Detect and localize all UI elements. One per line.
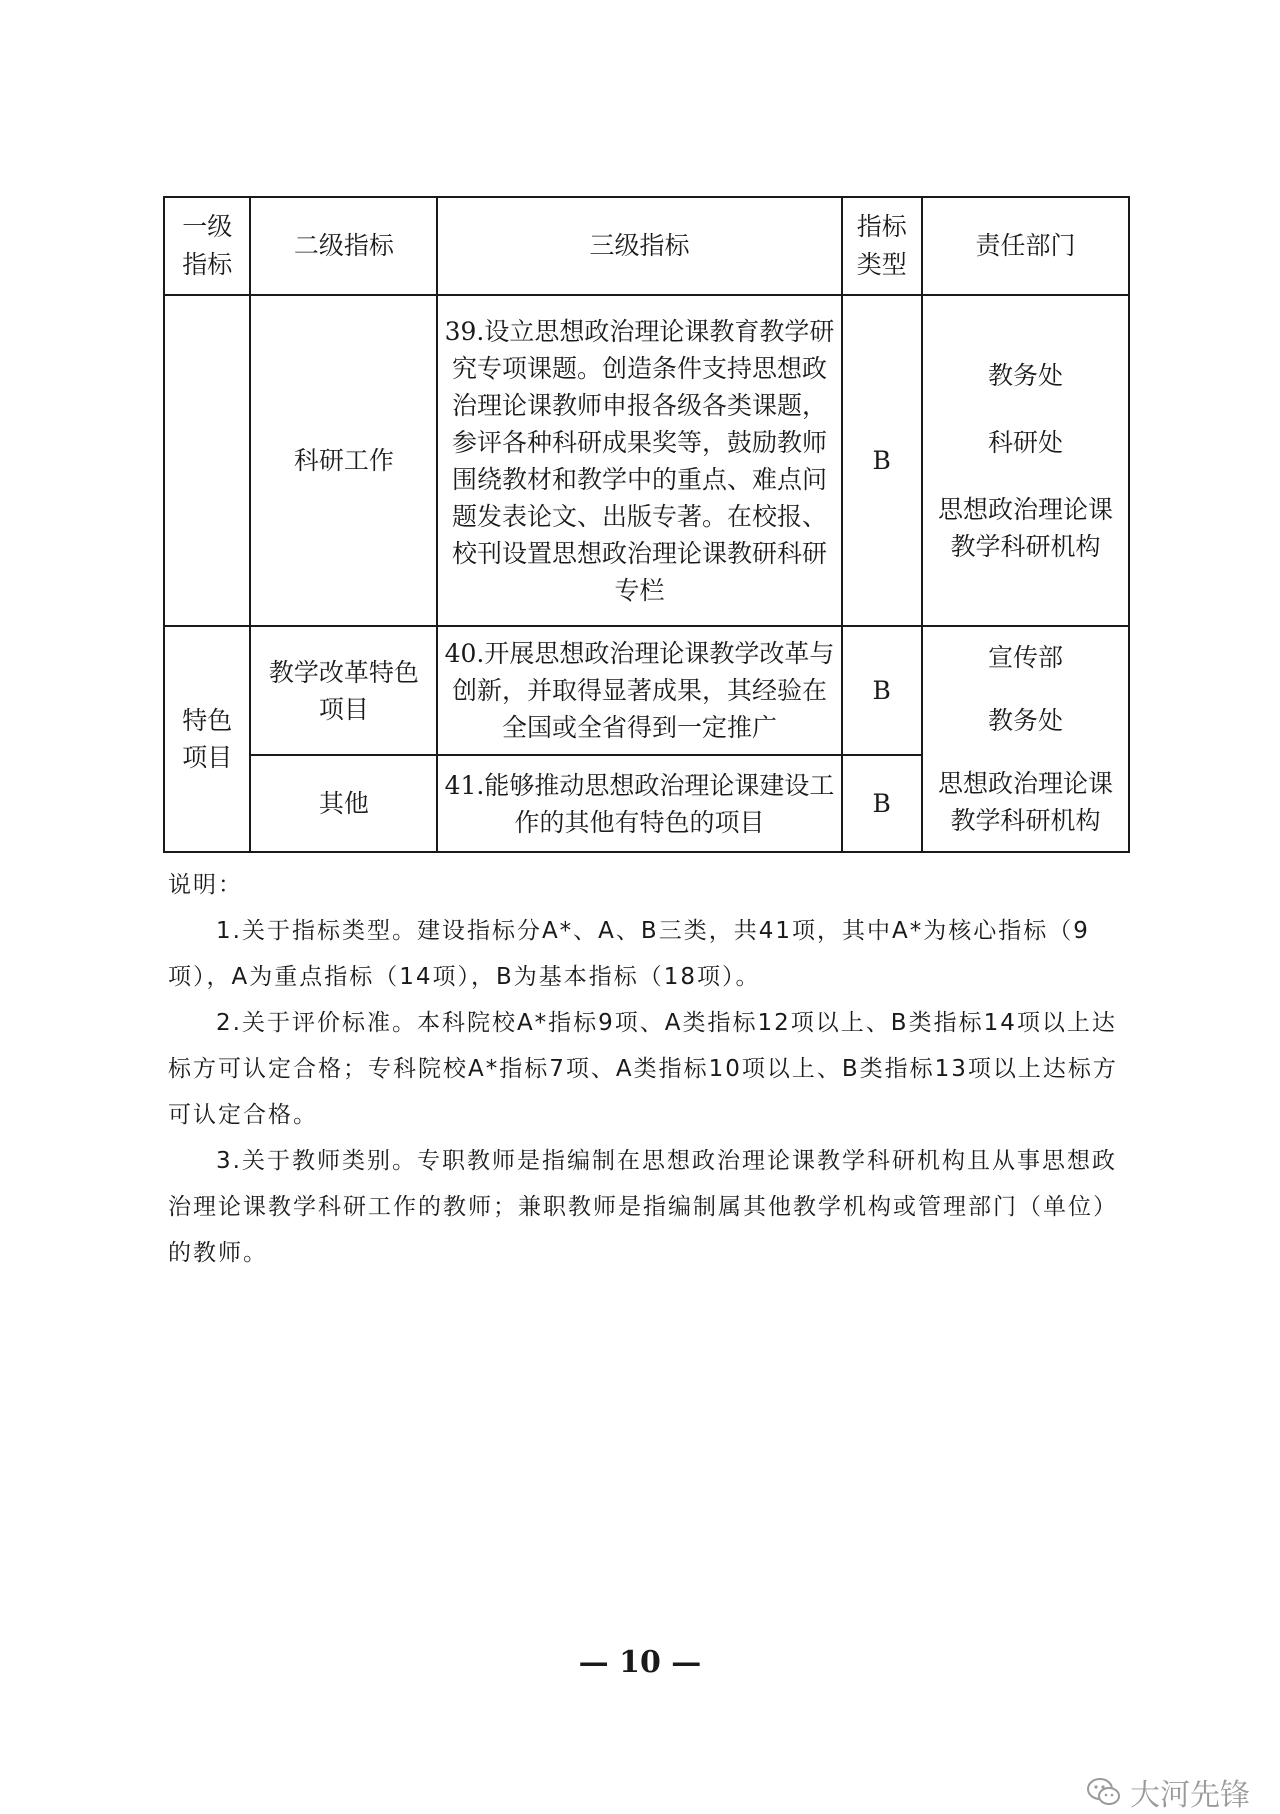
dept-item: 思想政治理论课 教学科研机构 [937, 494, 1113, 561]
table-row [164, 295, 1129, 626]
header-dept: 责任部门 [922, 197, 1129, 295]
header-level1: 一级 指标 [164, 197, 250, 295]
header-level3: 三级指标 [437, 197, 841, 295]
dept-item: 教务处 [987, 706, 1063, 735]
notes-section [168, 862, 1126, 1276]
cell-level1-empty [164, 295, 250, 626]
cell-type: B [842, 755, 922, 852]
header-type: 指标 类型 [842, 197, 922, 295]
note-item: 3.关于教师类别。专职教师是指编制在思想政治理论课教学科研机构且从事思想政治理论课教学科研工作的教师；兼职教师是指编制属其他教学机构或管理部门（单位）的教师。 [168, 1148, 1118, 1266]
cell-level3: 40.开展思想政治理论课教学改革与创新，并取得显著成果，其经验在全国或全省得到一定推广 [437, 626, 841, 755]
dept-item: 宣传部 [987, 643, 1063, 672]
note-item: 1.关于指标类型。建设指标分A*、A、B三类，共41项，其中A*为核心指标（9项），A为重点指标（14项），B为基本指标（18项）。 [168, 918, 1090, 990]
cell-level1: 特色 项目 [164, 626, 250, 852]
header-level2: 二级指标 [250, 197, 437, 295]
cell-type: B [842, 626, 922, 755]
page-number: — 10 — [578, 1645, 702, 1680]
cell-dept [922, 626, 1129, 852]
watermark [1086, 1770, 1250, 1814]
indicator-table [163, 196, 1130, 853]
watermark-text: 大河先锋 [1130, 1778, 1250, 1813]
cell-level2: 教学改革特色 项目 [250, 626, 437, 755]
dept-item: 教务处 [987, 360, 1063, 390]
dept-item: 科研处 [987, 427, 1063, 457]
note-item: 2.关于评价标准。本科院校A*指标9项、A类指标12项以上、B类指标14项以上达标方可认定合格；专科院校A*指标7项、A类指标10项以上、B类指标13项以上达标方可认定合格。 [168, 1010, 1118, 1128]
cell-level3: 41.能够推动思想政治理论课建设工作的其他有特色的项目 [437, 755, 841, 852]
cell-level2: 其他 [250, 755, 437, 852]
dept-item: 思想政治理论课 教学科研机构 [937, 769, 1113, 835]
table-header-row [164, 197, 1129, 295]
wechat-icon [1086, 1777, 1122, 1807]
cell-type: B [842, 295, 922, 626]
cell-level2: 科研工作 [250, 295, 437, 626]
cell-level3: 39.设立思想政治理论课教育教学研究专项课题。创造条件支持思想政治理论课教师申报各级各类课题，参评各种科研成果奖等，鼓励教师围绕教材和教学中的重点、难点问题发表论文、出版专著。在校报、校刊设置思想政治理论课教研科研专栏 [437, 295, 841, 626]
notes-title: 说明： [168, 872, 243, 898]
cell-dept [922, 295, 1129, 626]
table-row [164, 626, 1129, 755]
